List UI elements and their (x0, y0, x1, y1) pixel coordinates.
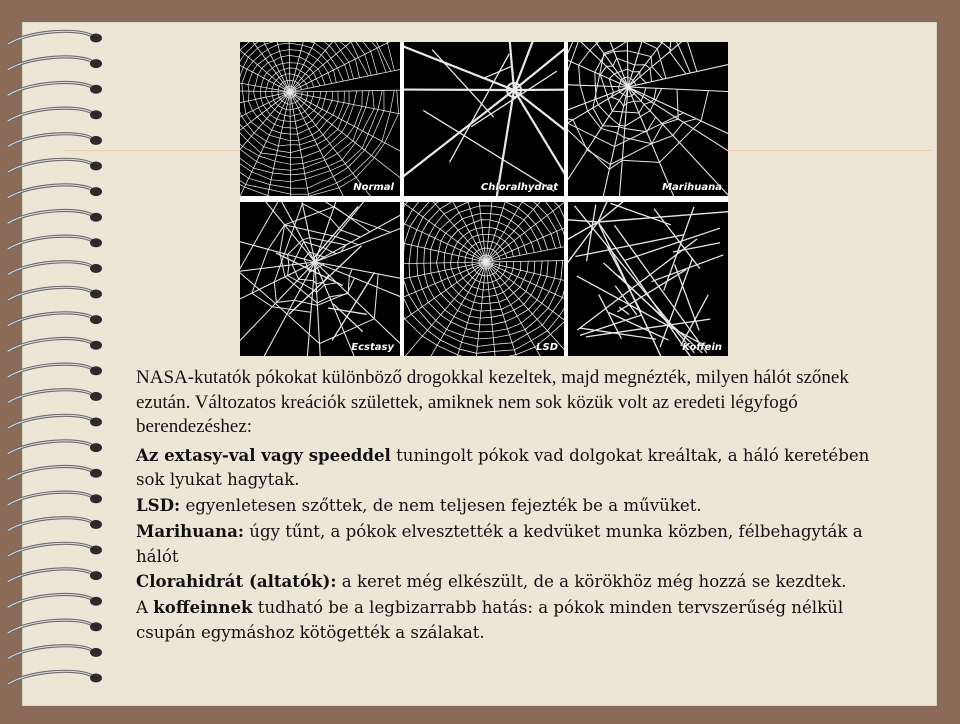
spider-web-caffeine-icon (568, 202, 728, 356)
spider-web-marijuana-icon (568, 42, 728, 196)
spider-web-ecstasy-icon (240, 202, 400, 356)
spider-web-normal-icon (240, 42, 400, 196)
photo-chloralhydrat (404, 42, 564, 196)
intro-paragraph: NASA-kutatók pókokat különböző drogokkal kezeltek, majd megnézték, milyen hálót szőnek ezután. Változatos kreációk születtek, amiknek nem sok közük volt az eredeti légyfogó berendezéshez: (136, 367, 849, 437)
ecstasy-label: Az extasy-val vagy speeddel (136, 444, 391, 465)
lsd-label: LSD: (136, 495, 181, 516)
lsd-description (136, 493, 896, 519)
chloralhydrat-description (136, 569, 896, 595)
spider-web-chloral-hydrate-icon (404, 42, 564, 196)
photo-normal (240, 42, 400, 196)
photo-ecstasy (240, 202, 400, 356)
caption-lsd: LSD (536, 342, 558, 353)
chloralhydrat-text: a keret még elkészült, de a körökhöz még hozzá se kezdtek. (336, 572, 847, 592)
caption-koffein: Koffein (682, 342, 722, 353)
ecstasy-description (136, 443, 896, 494)
caption-marihuana: Marihuana (662, 182, 722, 193)
spider-web-lsd-icon (404, 202, 564, 356)
marihuana-description (136, 519, 896, 570)
caption-chloralhydrat: Chloralhydrat (480, 182, 558, 193)
caffeine-label: koffeinnek (153, 597, 253, 618)
caffeine-prefix: A (136, 598, 154, 618)
caffeine-description (136, 595, 896, 646)
caption-normal: Normal (353, 182, 394, 193)
chloralhydrat-label: Clorahidrát (altatók): (136, 571, 337, 592)
photo-lsd (404, 202, 564, 356)
spider-web-photo-grid (240, 42, 728, 356)
photo-koffein (568, 202, 728, 356)
caffeine-text: tudható be a legbizarrabb hatás: a pókok minden tervszerűség nélkül csupán egymáshoz kötögették a szálakat. (136, 598, 844, 643)
lsd-text: egyenletesen szőttek, de nem teljesen fejezték be a művüket. (180, 496, 702, 516)
ecstasy-text: tuningolt pókok vad dolgokat kreáltak, a háló keretében sok lyukat hagytak. (136, 445, 870, 490)
slide-body-text (136, 366, 896, 646)
spiral-binding-icon (0, 0, 130, 724)
caption-ecstasy: Ecstasy (351, 342, 394, 353)
marihuana-label: Marihuana: (136, 520, 244, 541)
photo-marihuana (568, 42, 728, 196)
marihuana-text: úgy tűnt, a pókok elvesztették a kedvüket munka közben, félbehagyták a hálót (136, 521, 863, 566)
